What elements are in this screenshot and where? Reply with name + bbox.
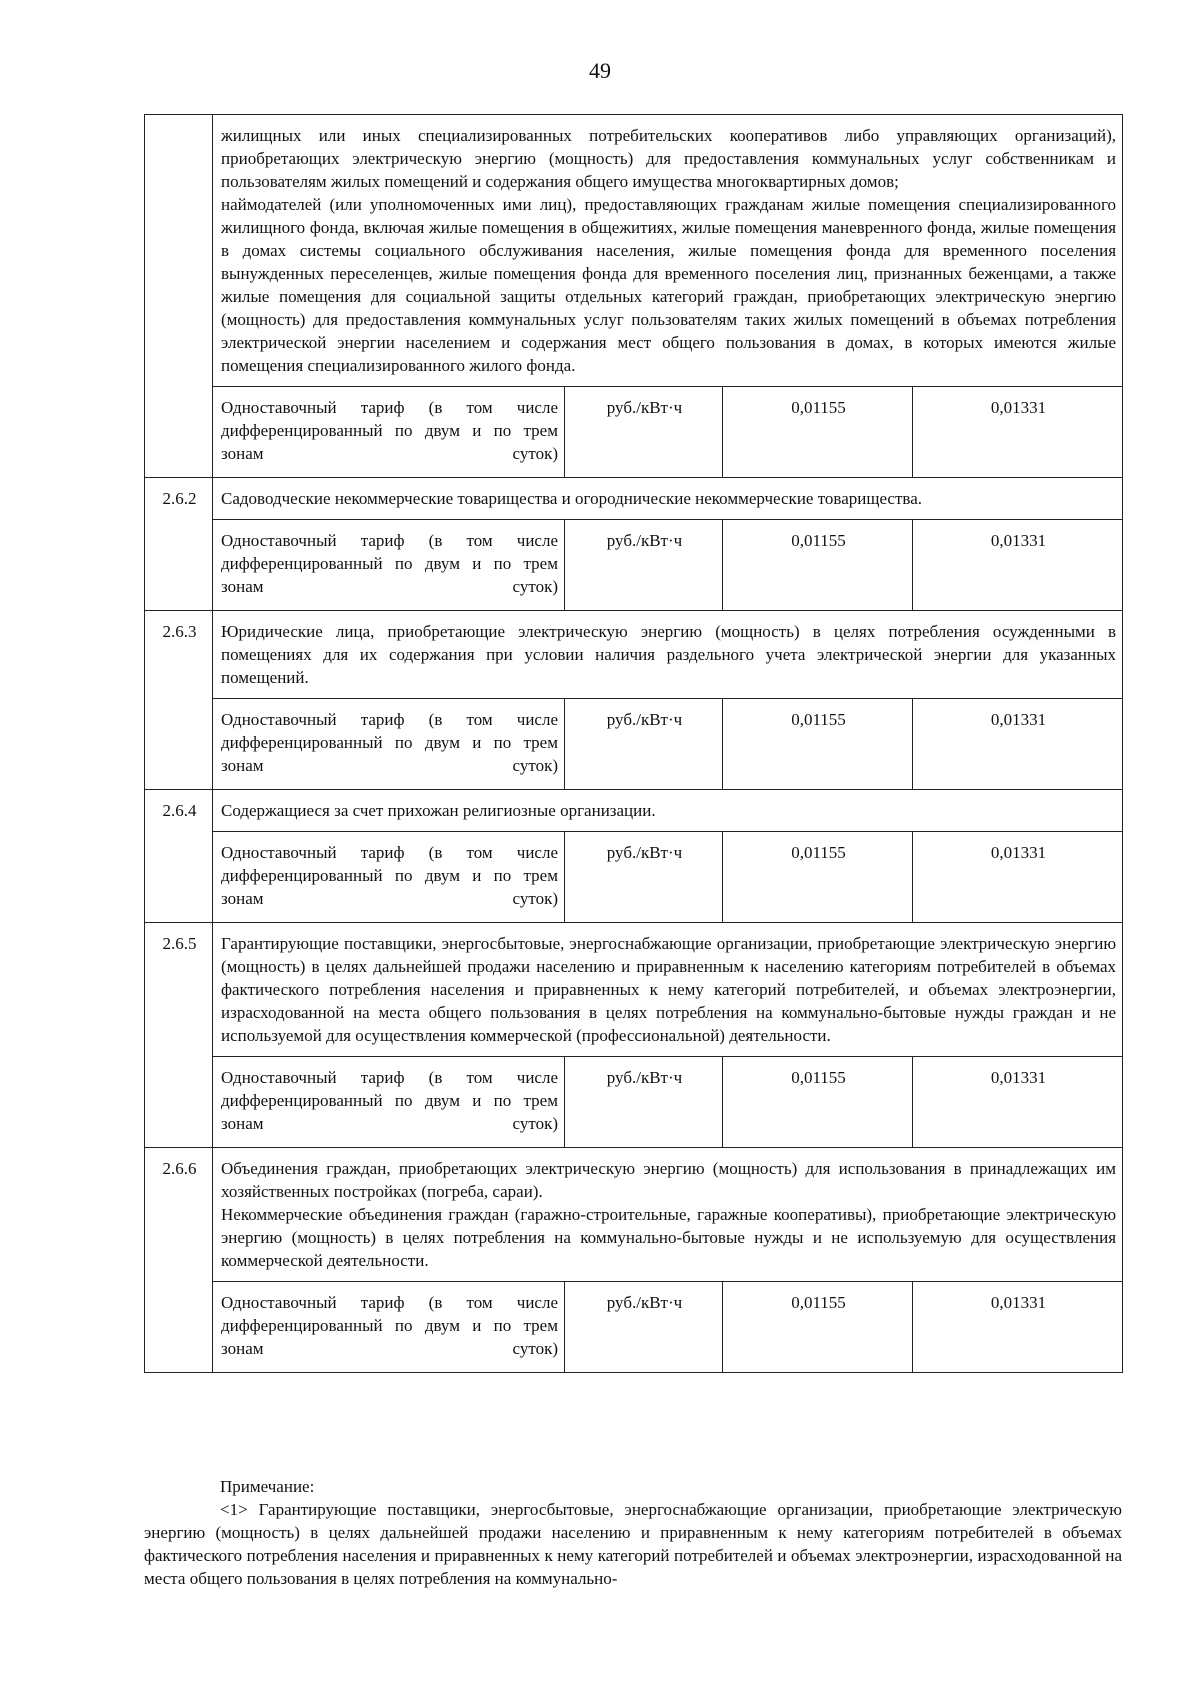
category-paragraph: Объединения граждан, приобретающих электрическую энергию (мощность) для использования в принадлежащих им хозяйственных постройках (погреба, сараи).	[221, 1159, 1117, 1201]
row-number: 2.6.4	[145, 790, 213, 923]
category-row	[145, 115, 1123, 387]
category-paragraph: Некоммерческие объединения граждан (гаражно-строительные, гаражные кооперативы), приобретающие электрическую энергию (мощность) в целях потребления на коммунально-бытовые нужды и не используемую для осуществления коммерческой деятельности.	[221, 1205, 1117, 1270]
category-row	[145, 1148, 1123, 1282]
tariff-name: Одноставочный тариф (в том числе дифференцированный по двум и по трем зонам суток)	[213, 832, 565, 923]
tariff-value-2: 0,01331	[913, 832, 1123, 923]
category-paragraph: наймодателей (или уполномоченных ими лиц), предоставляющих гражданам жилые помещения специализированного жилищного фонда, включая жилые помещения в общежитиях, жилые помещения маневренного фонда, жилые помещения в домах системы социального обслуживания населения, жилые помещения фонда для временного поселения вынужденных переселенцев, жилые помещения фонда для временного поселения лиц, признанных беженцами, а также жилые помещения для социальной защиты отдельных категорий граждан, приобретающих электрическую энергию (мощность) для предоставления коммунальных услуг пользователям таких жилых помещений в объемах потребления электрической энергии населением и содержания мест общего пользования в домах, в которых имеются жилые помещения специализированного жилого фонда.	[221, 195, 1117, 375]
tariff-value-1: 0,01155	[723, 387, 913, 478]
page-number: 49	[589, 58, 611, 83]
tariff-unit: руб./кВт·ч	[565, 520, 723, 611]
notes-section	[144, 1475, 1122, 1590]
category-row	[145, 790, 1123, 832]
tariff-row	[145, 1057, 1123, 1148]
tariff-value-1: 0,01155	[723, 1282, 913, 1373]
tariff-row	[145, 832, 1123, 923]
category-paragraph: Гарантирующие поставщики, энергосбытовые, энергоснабжающие организации, приобретающие электрическую энергию (мощность) в целях дальнейшей продажи населению и приравненным к населению категориям потребителей в объемах фактического потребления населения и приравненных к нему категорий потребителей, и объемах электроэнергии, израсходованной на места общего пользования в целях потребления на коммунально-бытовые нужды граждан и не используемой для осуществления коммерческой (профессиональной) деятельности.	[221, 934, 1117, 1045]
tariff-name: Одноставочный тариф (в том числе дифференцированный по двум и по трем зонам суток)	[213, 1282, 565, 1373]
tariff-value-2: 0,01331	[913, 387, 1123, 478]
tariff-value-2: 0,01331	[913, 699, 1123, 790]
tariff-name: Одноставочный тариф (в том числе дифференцированный по двум и по трем зонам суток)	[213, 387, 565, 478]
tariff-row	[145, 387, 1123, 478]
tariff-value-2: 0,01331	[913, 1282, 1123, 1373]
tariff-unit: руб./кВт·ч	[565, 387, 723, 478]
category-paragraph: жилищных или иных специализированных потребительских кооперативов либо управляющих организаций), приобретающих электрическую энергию (мощность) для предоставления коммунальных услуг собственникам и пользователям жилых помещений и содержания общего имущества многоквартирных домов;	[221, 126, 1117, 191]
category-paragraph: Садоводческие некоммерческие товарищества и огороднические некоммерческие товарищества.	[221, 489, 922, 508]
tariff-value-1: 0,01155	[723, 832, 913, 923]
tariff-value-2: 0,01331	[913, 520, 1123, 611]
notes-title: Примечание:	[220, 1477, 315, 1496]
tariff-value-2: 0,01331	[913, 1057, 1123, 1148]
category-description	[213, 611, 1123, 699]
category-row	[145, 923, 1123, 1057]
category-description	[213, 478, 1123, 520]
tariff-row	[145, 699, 1123, 790]
notes-text: <1> Гарантирующие поставщики, энергосбытовые, энергоснабжающие организации, приобретающие электрическую энергию (мощность) в целях дальнейшей продажи населению и приравненным к нему категориям потребителей в объемах фактического потребления населения и приравненных к нему категорий потребителей и объемах электроэнергии, израсходованной на места общего пользования в целях потребления на коммунально-	[144, 1500, 1122, 1588]
tariff-value-1: 0,01155	[723, 520, 913, 611]
row-number	[145, 115, 213, 478]
tariff-name: Одноставочный тариф (в том числе дифференцированный по двум и по трем зонам суток)	[213, 1057, 565, 1148]
category-row	[145, 611, 1123, 699]
row-number: 2.6.3	[145, 611, 213, 790]
category-paragraph: Содержащиеся за счет прихожан религиозные организации.	[221, 801, 656, 820]
category-description	[213, 1148, 1123, 1282]
tariff-table-body	[145, 115, 1123, 1373]
category-row	[145, 478, 1123, 520]
category-description	[213, 790, 1123, 832]
tariff-unit: руб./кВт·ч	[565, 1057, 723, 1148]
tariff-row	[145, 1282, 1123, 1373]
row-number: 2.6.5	[145, 923, 213, 1148]
tariff-name: Одноставочный тариф (в том числе дифференцированный по двум и по трем зонам суток)	[213, 699, 565, 790]
tariff-unit: руб./кВт·ч	[565, 699, 723, 790]
tariff-unit: руб./кВт·ч	[565, 1282, 723, 1373]
tariff-value-1: 0,01155	[723, 699, 913, 790]
tariff-table	[144, 114, 1123, 1373]
tariff-value-1: 0,01155	[723, 1057, 913, 1148]
row-number: 2.6.2	[145, 478, 213, 611]
tariff-name: Одноставочный тариф (в том числе дифференцированный по двум и по трем зонам суток)	[213, 520, 565, 611]
tariff-row	[145, 520, 1123, 611]
category-paragraph: Юридические лица, приобретающие электрическую энергию (мощность) в целях потребления осужденными в помещениях для их содержания при условии наличия раздельного учета электрической энергии для указанных помещений.	[221, 622, 1117, 687]
tariff-unit: руб./кВт·ч	[565, 832, 723, 923]
category-description	[213, 115, 1123, 387]
category-description	[213, 923, 1123, 1057]
row-number: 2.6.6	[145, 1148, 213, 1373]
